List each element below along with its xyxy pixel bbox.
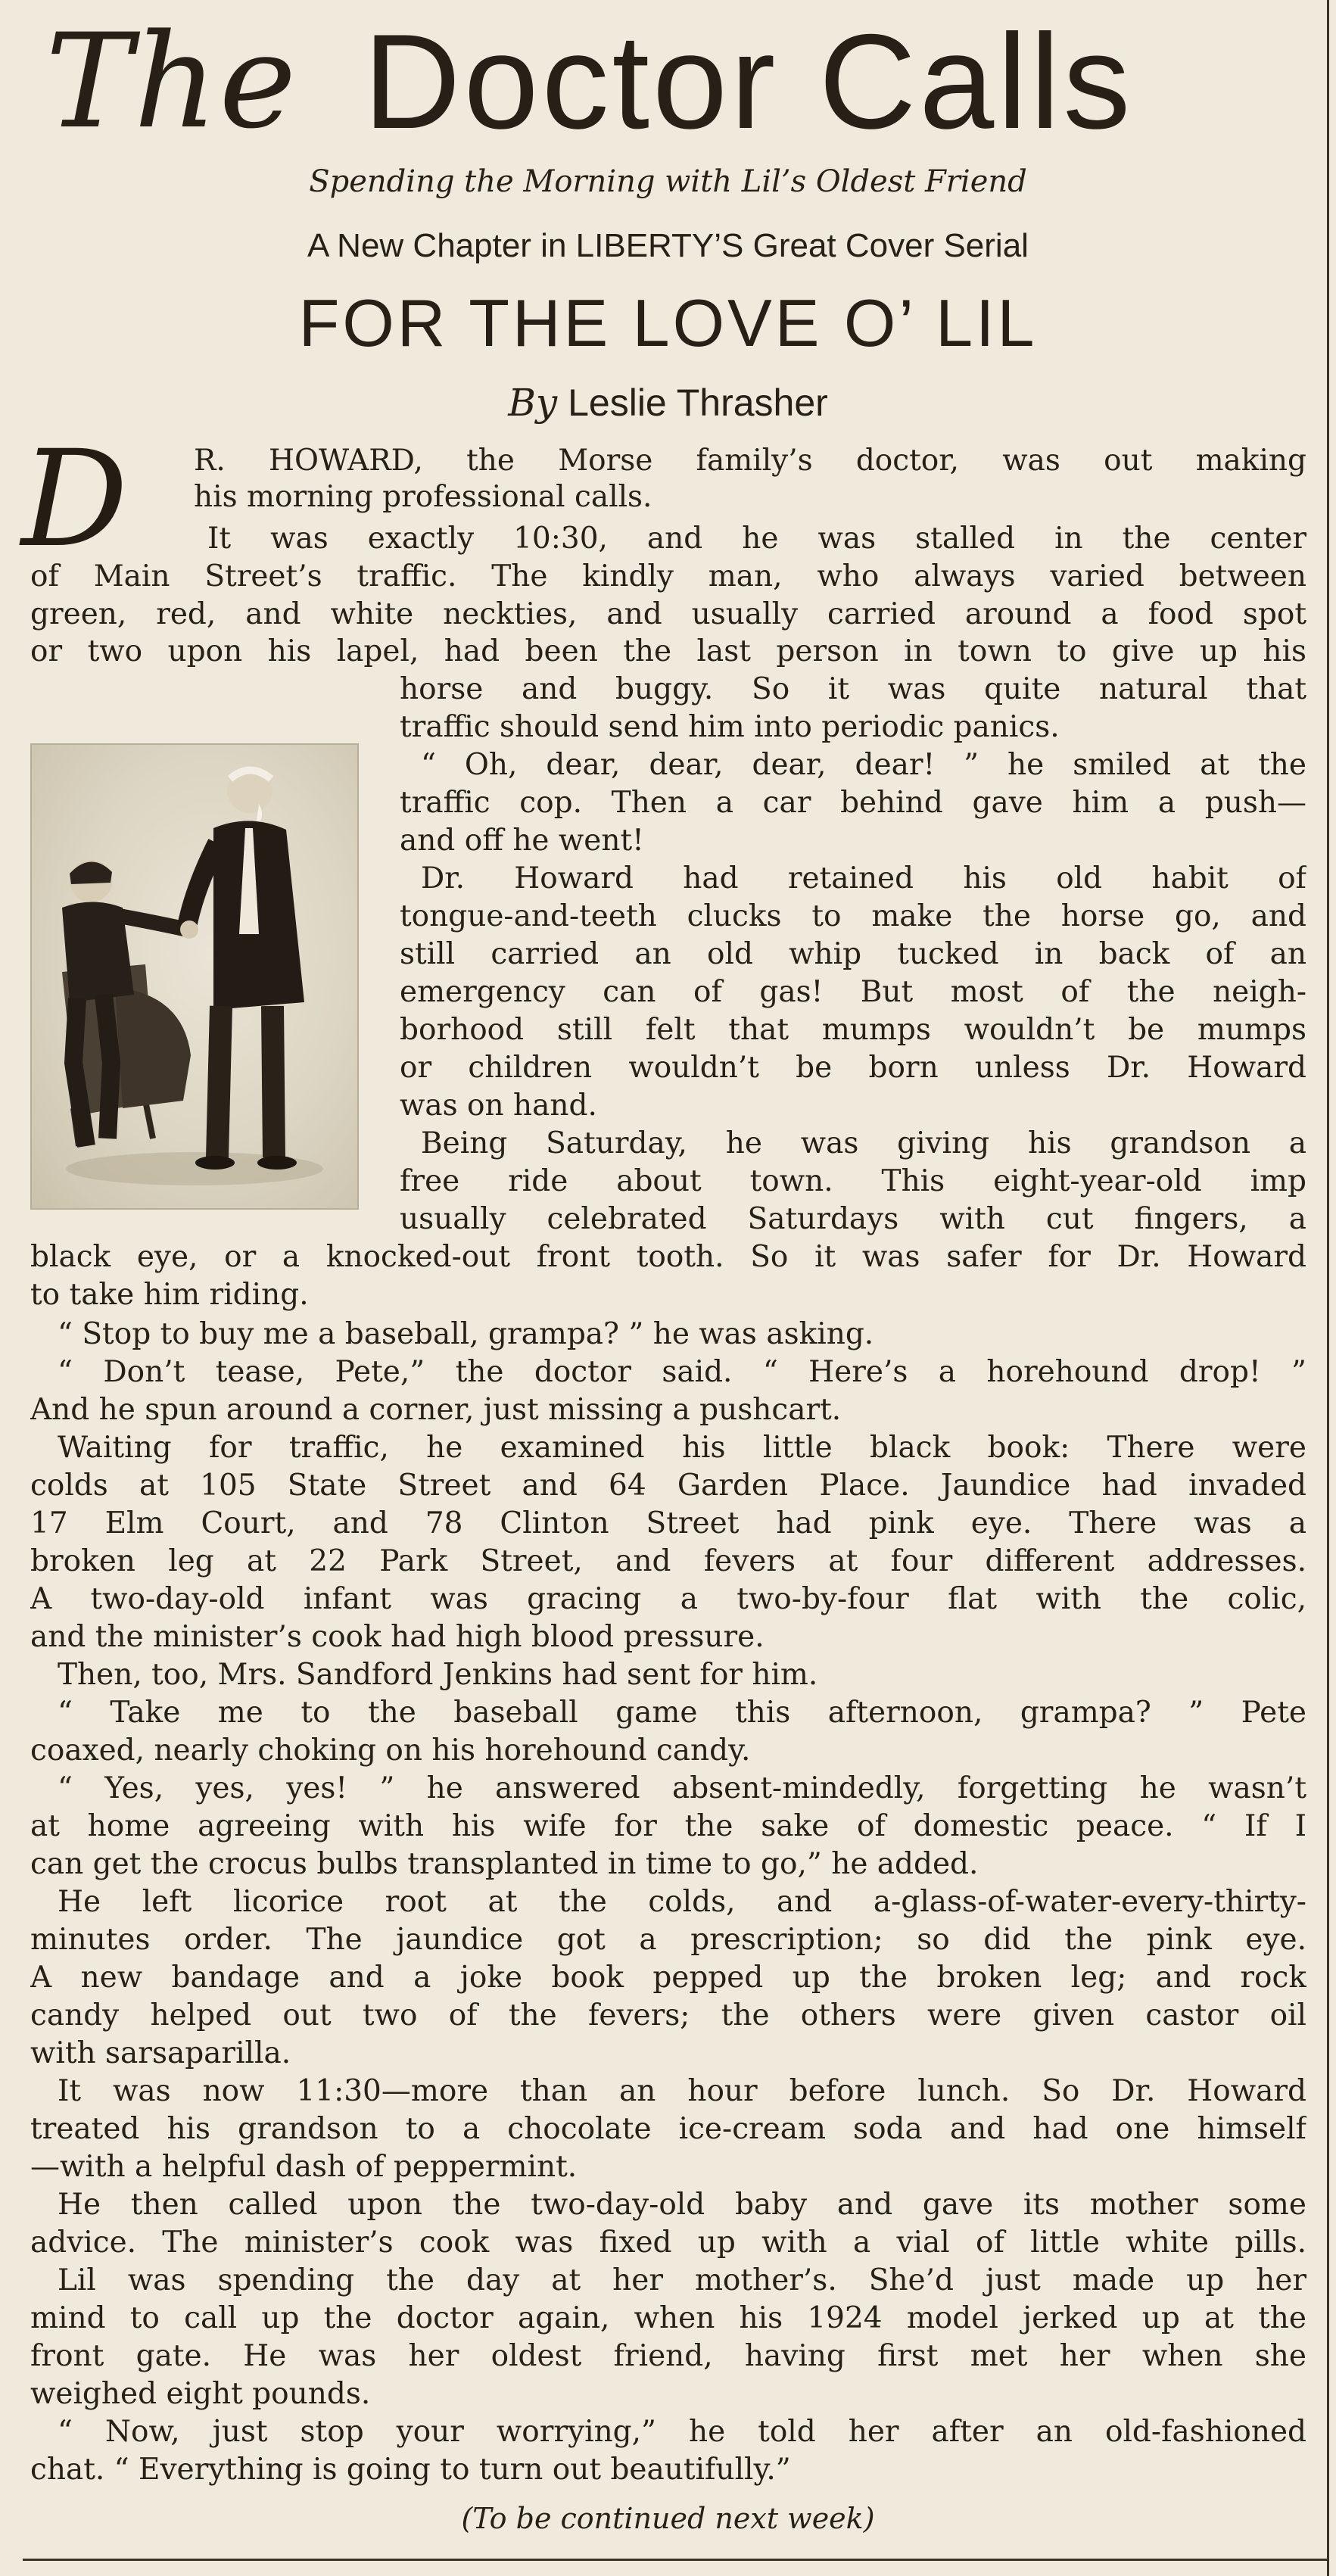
headline-the: The	[45, 5, 298, 157]
article-line: “ Stop to buy me a baseball, grampa? ” he was asking.	[58, 1317, 874, 1351]
article-line: It was exactly 10:30, and he was stalled in the center	[207, 522, 1306, 556]
article-line: treated his grandson to a chocolate ice-cream soda and had one himself	[30, 2112, 1306, 2146]
article-line: and off he went!	[400, 824, 644, 858]
article-line: Being Saturday, he was giving his grandson a	[421, 1126, 1306, 1160]
article-line: traffic should send him into periodic panics.	[400, 710, 1060, 744]
article-line: emergency can of gas! But most of the neigh-	[400, 975, 1306, 1009]
article-line: weighed eight pounds.	[30, 2377, 371, 2411]
article-line: his morning professional calls.	[194, 480, 652, 514]
article-line: He left licorice root at the colds, and a-glass-of-water-every-thirty-	[58, 1885, 1306, 1919]
article-line: at home agreeing with his wife for the sake of domestic peace. “ If I	[30, 1809, 1306, 1843]
byline-author: Leslie Thrasher	[568, 382, 828, 424]
article-line: chat. “ Everything is going to turn out beautifully.”	[30, 2453, 791, 2487]
article-line: front gate. He was her oldest friend, having first met her when she	[30, 2339, 1306, 2373]
doctor-and-patient-illustration	[30, 743, 359, 1210]
headline	[30, 6, 1317, 157]
byline	[0, 376, 1336, 429]
article-line: R. HOWARD, the Morse family’s doctor, was out making	[194, 444, 1306, 478]
column-rule-bottom	[23, 2559, 1327, 2561]
article-line: It was now 11:30—more than an hour before lunch. So Dr. Howard	[58, 2074, 1306, 2108]
article-line: coaxed, nearly choking on his horehound candy.	[30, 1733, 751, 1768]
continued-note: (To be continued next week)	[461, 2502, 875, 2535]
article-line: He then called upon the two-day-old baby and gave its mother some	[58, 2188, 1306, 2222]
article-line: “ Yes, yes, yes! ” he answered absent-mindedly, forgetting he wasn’t	[58, 1771, 1306, 1805]
article-line: “ Now, just stop your worrying,” he told her after an old-fashioned	[58, 2415, 1306, 2449]
article-line: And he spun around a corner, just missing a pushcart.	[30, 1393, 842, 1427]
article-line: or children wouldn’t be born unless Dr. Howard	[400, 1051, 1306, 1085]
subtitle: Spending the Morning with Lil’s Oldest Friend	[309, 164, 1027, 199]
article-line: still carried an old whip tucked in back of an	[400, 937, 1306, 971]
article-line: “ Take me to the baseball game this afternoon, grampa? ” Pete	[58, 1696, 1306, 1730]
article-line: to take him riding.	[30, 1278, 309, 1312]
article-line: A two-day-old infant was gracing a two-by-four flat with the colic,	[30, 1582, 1306, 1616]
article-line: Lil was spending the day at her mother’s. She’d just made up her	[58, 2263, 1306, 2297]
article-line: and the minister’s cook had high blood pressure.	[30, 1620, 765, 1654]
article-line: or two upon his lapel, had been the last person in town to give up his	[30, 634, 1306, 668]
article-line: “ Don’t tease, Pete,” the doctor said. “ Here’s a horehound drop! ”	[58, 1355, 1306, 1389]
article-line: Waiting for traffic, he examined his little black book: There were	[58, 1431, 1306, 1465]
article-line: —with a helpful dash of peppermint.	[30, 2150, 578, 2184]
article-line: was on hand.	[400, 1089, 597, 1123]
article-line: borhood still felt that mumps wouldn’t be mumps	[400, 1013, 1306, 1047]
article-line: tongue-and-teeth clucks to make the horse go, and	[400, 899, 1306, 933]
article-line: “ Oh, dear, dear, dear, dear! ” he smiled at the	[421, 748, 1306, 782]
article-line: candy helped out two of the fevers; the others were given castor oil	[30, 1998, 1306, 2032]
drop-cap: D	[21, 422, 129, 577]
article-line: A new bandage and a joke book pepped up the broken leg; and rock	[30, 1961, 1306, 1995]
article-line: with sarsaparilla.	[30, 2036, 291, 2070]
byline-by: By	[508, 381, 558, 425]
article-line: mind to call up the doctor again, when his 1924 model jerked up at the	[30, 2301, 1306, 2335]
article-line: free ride about town. This eight-year-old imp	[400, 1164, 1306, 1198]
article-line: colds at 105 State Street and 64 Garden Place. Jaundice had invaded	[30, 1469, 1306, 1503]
article-line: advice. The minister’s cook was fixed up with a vial of little white pills.	[30, 2226, 1306, 2260]
article-line: can get the crocus bulbs transplanted in time to go,” he added.	[30, 1847, 979, 1881]
chapter-line: A New Chapter in LIBERTY’S Great Cover Serial	[307, 227, 1029, 264]
article-line: horse and buggy. So it was quite natural that	[400, 672, 1306, 706]
headline-main: Doctor Calls	[363, 6, 1134, 157]
article-line: traffic cop. Then a car behind gave him a push—	[400, 786, 1306, 820]
article-line: Dr. Howard had retained his old habit of	[421, 861, 1306, 896]
article-line: broken leg at 22 Park Street, and fevers at four different addresses.	[30, 1544, 1306, 1578]
article-line: Then, too, Mrs. Sandford Jenkins had sent for him.	[58, 1658, 818, 1692]
article-line: minutes order. The jaundice got a prescription; so did the pink eye.	[30, 1923, 1306, 1957]
article-line: black eye, or a knocked-out front tooth. So it was safer for Dr. Howard	[30, 1240, 1306, 1274]
illustration-drawing	[32, 745, 357, 1208]
article-line: usually celebrated Saturdays with cut fingers, a	[400, 1202, 1306, 1236]
article-line: of Main Street’s traffic. The kindly man, who always varied between	[30, 559, 1306, 593]
serial-title: FOR THE LOVE O’ LIL	[298, 285, 1038, 360]
article-line: green, red, and white neckties, and usually carried around a food spot	[30, 597, 1306, 631]
article-line: 17 Elm Court, and 78 Clinton Street had pink eye. There was a	[30, 1506, 1306, 1540]
